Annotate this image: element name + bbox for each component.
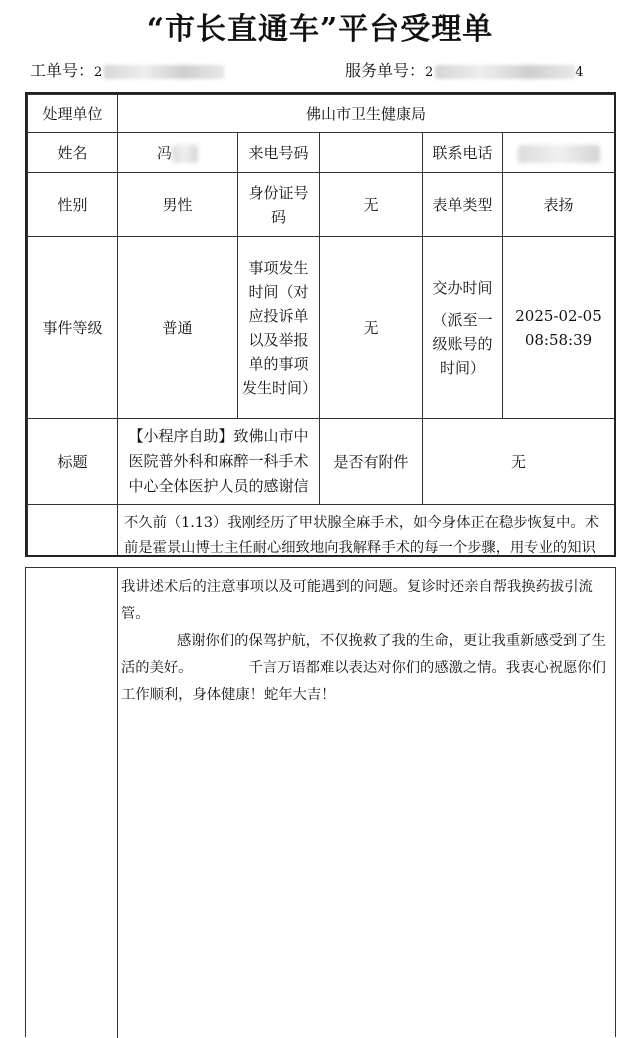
page-title: “市长直通车”平台受理单 [146, 12, 494, 47]
desc-label [28, 505, 118, 558]
service-number-prefix: 2 [425, 65, 434, 80]
service-number-label: 服务单号： [345, 61, 426, 80]
redacted-service-number [435, 65, 575, 79]
cont-para2 [121, 628, 611, 709]
handler-value: 佛山市卫生健康局 [118, 95, 615, 133]
redacted-work-number [104, 65, 224, 79]
level-value: 普通 [118, 237, 238, 419]
assign-time [503, 237, 615, 419]
form-table-page1 [25, 92, 616, 557]
cont-line3: 千言万语都难以表达对你们的感激之情。我衷心祝愿你们工作顺利，身体健康！蛇年大吉！ [121, 660, 606, 703]
gender-value: 男性 [118, 173, 238, 237]
desc-content [118, 505, 615, 558]
name-label: 姓名 [28, 133, 118, 173]
cont-line2: 感谢你们的保驾护航，不仅挽救了我的生命，更让我重新感受到了生活的美好。 [121, 633, 606, 676]
assign-label [423, 237, 503, 419]
redacted-phone [518, 145, 600, 163]
cont-line1: 我讲述术后的注意事项以及可能遇到的问题。复诊时还亲自帮我换药拔引流管。 [121, 579, 593, 622]
id-value: 无 [320, 173, 423, 237]
assign-label-note: （派至一级账号的时间） [432, 310, 493, 377]
attachment-label: 是否有附件 [320, 419, 423, 505]
service-number [345, 58, 584, 81]
service-number-suffix: 4 [575, 65, 584, 80]
level-label: 事件等级 [28, 237, 118, 419]
phone-value [503, 133, 615, 173]
form-type-value: 表扬 [503, 173, 615, 237]
attachment-value: 无 [423, 419, 615, 505]
form-table-page2 [25, 567, 616, 1037]
phone-label: 联系电话 [423, 133, 503, 173]
occur-label: 事项发生时间（对应投诉单以及举报单的事项发生时间） [238, 237, 320, 419]
caller-label: 来电号码 [238, 133, 320, 173]
gender-label: 性别 [28, 173, 118, 237]
assign-time-value: 08:58:39 [524, 330, 593, 349]
form-type-label: 表单类型 [423, 173, 503, 237]
assign-label-main: 交办时间 [432, 278, 493, 297]
desc-continuation [121, 574, 611, 709]
work-number [30, 58, 224, 81]
handler-label: 处理单位 [28, 95, 118, 133]
column-divider [117, 568, 118, 1038]
id-label: 身份证号码 [238, 173, 320, 237]
title-label: 标题 [28, 419, 118, 505]
title-value: 【小程序自助】致佛山市中医院普外科和麻醉一科手术中心全体医护人员的感谢信 [118, 419, 320, 505]
occur-value: 无 [320, 237, 423, 419]
work-number-label: 工单号： [30, 61, 95, 80]
desc-para1: 不久前（1.13）我刚经历了甲状腺全麻手术，如今身体正在稳步恢复中。术前是霍景山博士主任耐心细致地向我解释手术的每一个步骤，用专业的知识 [124, 515, 600, 556]
caller-value [320, 133, 423, 173]
redacted-name [172, 145, 198, 163]
work-number-prefix: 2 [94, 65, 103, 80]
assign-date-value: 2025-02-05 [515, 306, 602, 325]
name-value: 冯 [118, 133, 238, 173]
